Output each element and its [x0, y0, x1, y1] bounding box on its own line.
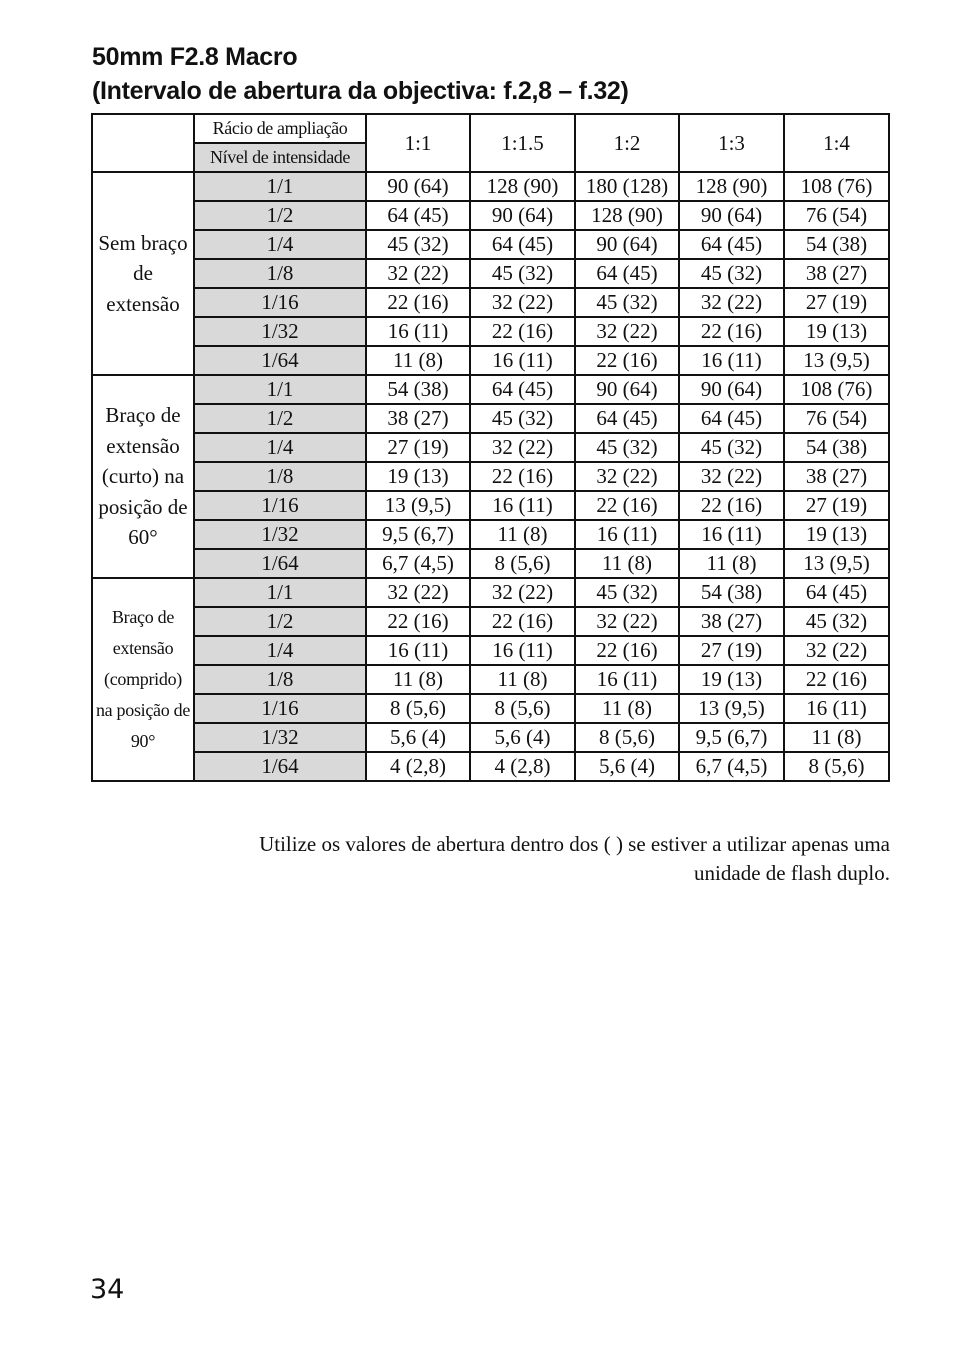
- value-cell: 16 (11): [784, 694, 889, 723]
- value-cell: 27 (19): [679, 636, 784, 665]
- value-cell: 16 (11): [470, 636, 575, 665]
- value-cell: 45 (32): [575, 433, 679, 462]
- value-cell: 90 (64): [470, 201, 575, 230]
- value-cell: 13 (9,5): [679, 694, 784, 723]
- ratio-header: 1:2: [575, 114, 679, 172]
- value-cell: 19 (13): [366, 462, 470, 491]
- value-cell: 64 (45): [575, 259, 679, 288]
- header-ratio-label: Rácio de ampliação: [194, 114, 366, 143]
- value-cell: 8 (5,6): [366, 694, 470, 723]
- value-cell: 4 (2,8): [470, 752, 575, 781]
- level-cell: 1/2: [194, 201, 366, 230]
- value-cell: 180 (128): [575, 172, 679, 201]
- value-cell: 45 (32): [679, 433, 784, 462]
- title-line-2: (Intervalo de abertura da objectiva: f.2,8 – f.32): [92, 77, 629, 105]
- value-cell: 22 (16): [679, 317, 784, 346]
- page-number: 34: [90, 1274, 125, 1305]
- level-cell: 1/2: [194, 607, 366, 636]
- ratio-header: 1:4: [784, 114, 889, 172]
- value-cell: 108 (76): [784, 375, 889, 404]
- value-cell: 6,7 (4,5): [679, 752, 784, 781]
- ratio-header: 1:3: [679, 114, 784, 172]
- table-row: [92, 288, 889, 317]
- value-cell: 64 (45): [784, 578, 889, 607]
- value-cell: 32 (22): [575, 607, 679, 636]
- value-cell: 64 (45): [679, 404, 784, 433]
- value-cell: 54 (38): [784, 230, 889, 259]
- corner-cell: [92, 114, 194, 172]
- value-cell: 32 (22): [679, 462, 784, 491]
- value-cell: 22 (16): [575, 346, 679, 375]
- value-cell: 128 (90): [679, 172, 784, 201]
- table-row: [92, 462, 889, 491]
- level-cell: 1/1: [194, 578, 366, 607]
- value-cell: 64 (45): [575, 404, 679, 433]
- value-cell: 128 (90): [575, 201, 679, 230]
- value-cell: 45 (32): [575, 578, 679, 607]
- value-cell: 32 (22): [784, 636, 889, 665]
- value-cell: 38 (27): [679, 607, 784, 636]
- level-cell: 1/1: [194, 172, 366, 201]
- value-cell: 11 (8): [470, 665, 575, 694]
- table-row: [92, 433, 889, 462]
- value-cell: 45 (32): [366, 230, 470, 259]
- level-cell: 1/1: [194, 375, 366, 404]
- value-cell: 19 (13): [679, 665, 784, 694]
- value-cell: 13 (9,5): [784, 346, 889, 375]
- value-cell: 8 (5,6): [575, 723, 679, 752]
- value-cell: 8 (5,6): [784, 752, 889, 781]
- value-cell: 32 (22): [366, 259, 470, 288]
- value-cell: 16 (11): [470, 491, 575, 520]
- value-cell: 27 (19): [366, 433, 470, 462]
- value-cell: 90 (64): [366, 172, 470, 201]
- value-cell: 11 (8): [575, 694, 679, 723]
- header-row-top: [92, 114, 889, 143]
- aperture-table-body: [92, 114, 889, 781]
- table-row: [92, 317, 889, 346]
- value-cell: 22 (16): [470, 607, 575, 636]
- level-cell: 1/4: [194, 230, 366, 259]
- value-cell: 90 (64): [575, 375, 679, 404]
- value-cell: 64 (45): [679, 230, 784, 259]
- value-cell: 13 (9,5): [366, 491, 470, 520]
- table-row: [92, 723, 889, 752]
- value-cell: 11 (8): [366, 346, 470, 375]
- group-label: Braço de extensão (curto) na posição de 60°: [92, 375, 194, 578]
- value-cell: 38 (27): [366, 404, 470, 433]
- value-cell: 22 (16): [366, 288, 470, 317]
- table-row: [92, 694, 889, 723]
- value-cell: 5,6 (4): [366, 723, 470, 752]
- value-cell: 22 (16): [366, 607, 470, 636]
- value-cell: 32 (22): [575, 317, 679, 346]
- value-cell: 90 (64): [575, 230, 679, 259]
- value-cell: 38 (27): [784, 462, 889, 491]
- footnote-line-1: Utilize os valores de abertura dentro dos ( ) se estiver a utilizar apenas uma: [259, 832, 890, 856]
- value-cell: 4 (2,8): [366, 752, 470, 781]
- value-cell: 32 (22): [470, 288, 575, 317]
- value-cell: 9,5 (6,7): [679, 723, 784, 752]
- level-cell: 1/4: [194, 636, 366, 665]
- table-row: [92, 172, 889, 201]
- value-cell: 22 (16): [575, 636, 679, 665]
- header-level-label: Nível de intensidade: [194, 143, 366, 172]
- value-cell: 22 (16): [784, 665, 889, 694]
- aperture-table: [91, 113, 890, 782]
- value-cell: 45 (32): [470, 404, 575, 433]
- table-row: [92, 404, 889, 433]
- level-cell: 1/16: [194, 491, 366, 520]
- table-row: [92, 752, 889, 781]
- value-cell: 32 (22): [470, 578, 575, 607]
- group-label: Braço de extensão (comprido) na posição de 90°: [92, 578, 194, 781]
- table-row: [92, 375, 889, 404]
- footnote: [160, 830, 890, 888]
- value-cell: 11 (8): [470, 520, 575, 549]
- title-line-1: 50mm F2.8 Macro: [92, 43, 298, 71]
- table-row: [92, 201, 889, 230]
- ratio-header: 1:1.5: [470, 114, 575, 172]
- value-cell: 8 (5,6): [470, 694, 575, 723]
- value-cell: 16 (11): [470, 346, 575, 375]
- table-row: [92, 259, 889, 288]
- value-cell: 8 (5,6): [470, 549, 575, 578]
- value-cell: 90 (64): [679, 375, 784, 404]
- value-cell: 27 (19): [784, 491, 889, 520]
- value-cell: 64 (45): [470, 375, 575, 404]
- table-row: [92, 520, 889, 549]
- level-cell: 1/32: [194, 520, 366, 549]
- value-cell: 16 (11): [575, 665, 679, 694]
- level-cell: 1/4: [194, 433, 366, 462]
- value-cell: 128 (90): [470, 172, 575, 201]
- value-cell: 45 (32): [679, 259, 784, 288]
- value-cell: 5,6 (4): [470, 723, 575, 752]
- table-row: [92, 549, 889, 578]
- value-cell: 16 (11): [575, 520, 679, 549]
- value-cell: 22 (16): [470, 462, 575, 491]
- table-row: [92, 636, 889, 665]
- value-cell: 45 (32): [470, 259, 575, 288]
- value-cell: 9,5 (6,7): [366, 520, 470, 549]
- value-cell: 76 (54): [784, 404, 889, 433]
- value-cell: 11 (8): [575, 549, 679, 578]
- level-cell: 1/16: [194, 694, 366, 723]
- value-cell: 32 (22): [575, 462, 679, 491]
- value-cell: 16 (11): [679, 346, 784, 375]
- value-cell: 54 (38): [366, 375, 470, 404]
- table-row: [92, 665, 889, 694]
- value-cell: 22 (16): [575, 491, 679, 520]
- value-cell: 11 (8): [784, 723, 889, 752]
- level-cell: 1/32: [194, 723, 366, 752]
- value-cell: 16 (11): [366, 317, 470, 346]
- value-cell: 22 (16): [679, 491, 784, 520]
- level-cell: 1/32: [194, 317, 366, 346]
- value-cell: 5,6 (4): [575, 752, 679, 781]
- value-cell: 108 (76): [784, 172, 889, 201]
- value-cell: 45 (32): [784, 607, 889, 636]
- value-cell: 27 (19): [784, 288, 889, 317]
- table-row: [92, 230, 889, 259]
- footnote-line-2: unidade de flash duplo.: [694, 861, 890, 885]
- value-cell: 16 (11): [366, 636, 470, 665]
- table-row: [92, 346, 889, 375]
- level-cell: 1/8: [194, 259, 366, 288]
- level-cell: 1/64: [194, 549, 366, 578]
- table-row: [92, 491, 889, 520]
- value-cell: 32 (22): [366, 578, 470, 607]
- page-title: [92, 40, 892, 108]
- value-cell: 38 (27): [784, 259, 889, 288]
- table-row: [92, 578, 889, 607]
- value-cell: 11 (8): [679, 549, 784, 578]
- group-label: Sem braço de extensão: [92, 172, 194, 375]
- level-cell: 1/16: [194, 288, 366, 317]
- value-cell: 13 (9,5): [784, 549, 889, 578]
- level-cell: 1/8: [194, 665, 366, 694]
- level-cell: 1/2: [194, 404, 366, 433]
- table-row: [92, 607, 889, 636]
- level-cell: 1/64: [194, 346, 366, 375]
- value-cell: 32 (22): [470, 433, 575, 462]
- value-cell: 6,7 (4,5): [366, 549, 470, 578]
- value-cell: 16 (11): [679, 520, 784, 549]
- value-cell: 32 (22): [679, 288, 784, 317]
- value-cell: 54 (38): [784, 433, 889, 462]
- value-cell: 64 (45): [366, 201, 470, 230]
- level-cell: 1/8: [194, 462, 366, 491]
- value-cell: 45 (32): [575, 288, 679, 317]
- value-cell: 19 (13): [784, 317, 889, 346]
- value-cell: 22 (16): [470, 317, 575, 346]
- ratio-header: 1:1: [366, 114, 470, 172]
- value-cell: 54 (38): [679, 578, 784, 607]
- value-cell: 76 (54): [784, 201, 889, 230]
- value-cell: 64 (45): [470, 230, 575, 259]
- value-cell: 19 (13): [784, 520, 889, 549]
- value-cell: 90 (64): [679, 201, 784, 230]
- value-cell: 11 (8): [366, 665, 470, 694]
- level-cell: 1/64: [194, 752, 366, 781]
